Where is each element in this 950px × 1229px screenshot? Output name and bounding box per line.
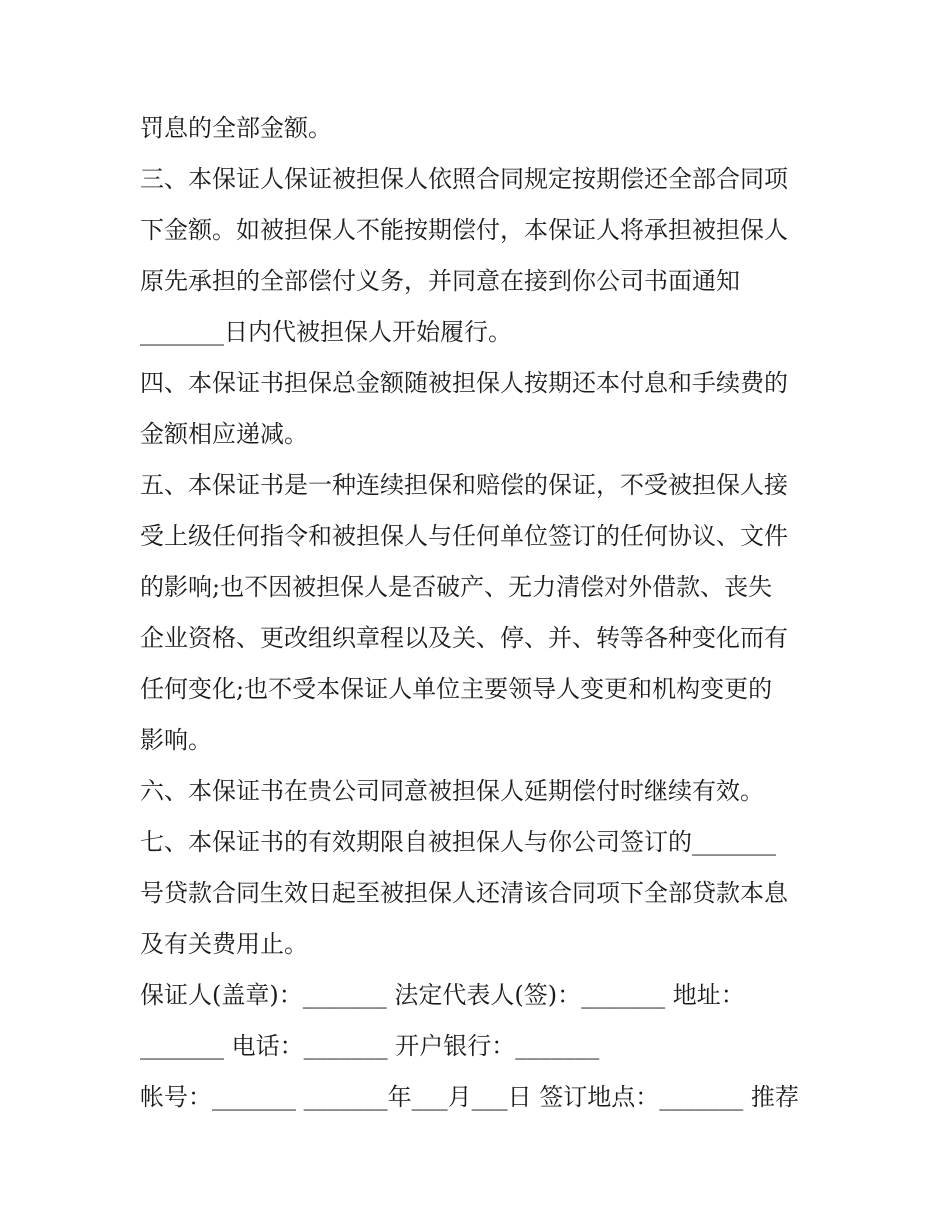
- text-line: 及有关费用止。: [140, 930, 308, 958]
- text-line: 三、本保证人保证被担保人依照合同规定按期偿还全部合同项: [140, 165, 788, 193]
- text-line: 保证人(盖章)：_______ 法定代表人(签)：_______ 地址：: [140, 981, 745, 1009]
- text-line: 号贷款合同生效日起至被担保人还清该合同项下全部贷款本息: [140, 879, 788, 907]
- text-line: 六、本保证书在贵公司同意被担保人延期偿付时继续有效。: [140, 777, 764, 805]
- text-line: 受上级任何指令和被担保人与任何单位签订的任何协议、文件: [140, 522, 788, 550]
- text-line: 企业资格、更改组织章程以及关、停、并、转等各种变化而有: [140, 624, 788, 652]
- text-line: 七、本保证书的有效期限自被担保人与你公司签订的_______: [140, 828, 776, 856]
- text-line: 帐号：_______ _______年___月___日 签订地点：_______ 推荐: [140, 1083, 799, 1111]
- text-line: 的影响;也不因被担保人是否破产、无力清偿对外借款、丧失: [140, 573, 773, 601]
- text-line: 罚息的全部金额。: [140, 114, 332, 142]
- document-body: [140, 103, 830, 1123]
- text-line: 任何变化;也不受本保证人单位主要领导人变更和机构变更的: [140, 675, 773, 703]
- text-line: 五、本保证书是一种连续担保和赔偿的保证，不受被担保人接: [140, 471, 788, 499]
- text-line: 四、本保证书担保总金额随被担保人按期还本付息和手续费的: [140, 369, 788, 397]
- text-line: 原先承担的全部偿付义务，并同意在接到你公司书面通知: [140, 267, 740, 295]
- text-line: _______ 电话：_______ 开户银行：_______: [140, 1032, 600, 1060]
- text-line: 金额相应递减。: [140, 420, 308, 448]
- text-line: 下金额。如被担保人不能按期偿付，本保证人将承担被担保人: [140, 216, 788, 244]
- text-line: 影响。: [140, 726, 212, 754]
- text-line: _______日内代被担保人开始履行。: [140, 318, 512, 346]
